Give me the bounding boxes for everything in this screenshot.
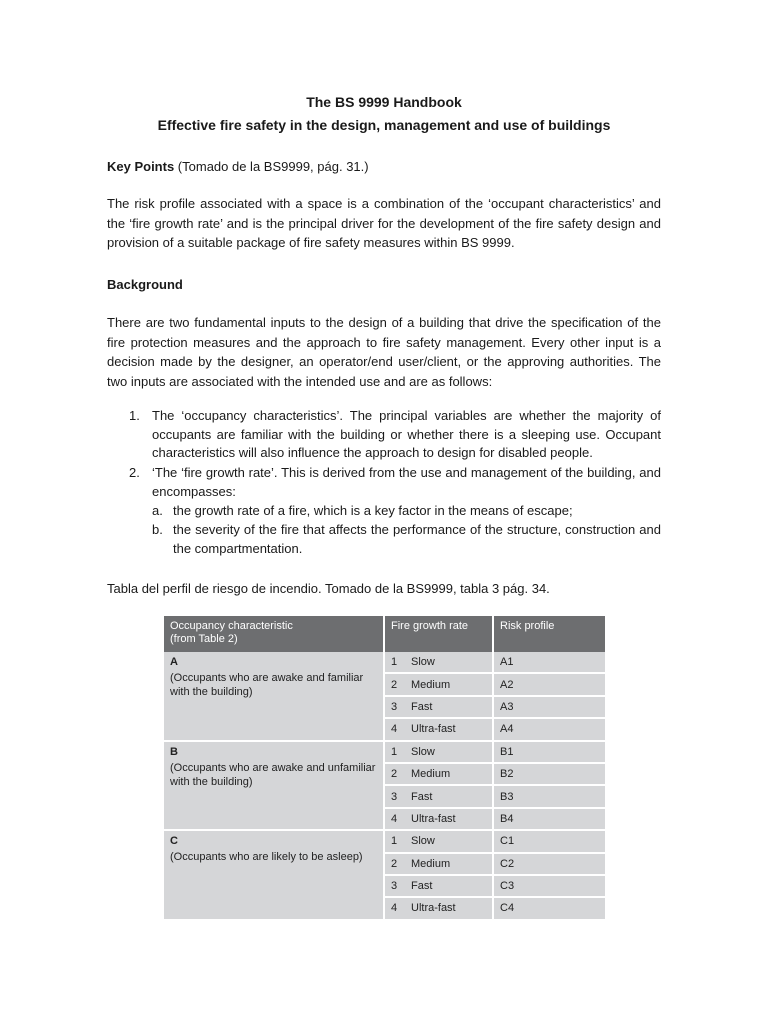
risk-profile-cell: A4 — [493, 718, 605, 740]
sublist-item — [152, 521, 661, 558]
risk-profile-cell: B1 — [493, 741, 605, 763]
growth-label: Slow — [411, 745, 435, 758]
document-title: The BS 9999 Handbook — [306, 94, 462, 110]
table-row — [164, 652, 605, 673]
growth-number: 2 — [391, 857, 398, 870]
sublist-text: the growth rate of a fire, which is a key factor in the means of escape; — [173, 503, 573, 518]
fire-growth-cell — [384, 696, 493, 718]
occupancy-letter: C — [170, 835, 178, 848]
header-fire-growth: Fire growth rate — [384, 616, 493, 652]
key-points-source: (Tomado de la BS9999, pág. 31.) — [174, 159, 369, 174]
growth-number: 1 — [391, 835, 398, 848]
header-occupancy-line1: Occupancy characteristic — [170, 620, 293, 632]
growth-number: 3 — [391, 700, 398, 713]
growth-label: Medium — [411, 678, 451, 691]
sublist-item — [152, 502, 661, 521]
growth-label: Ultra-fast — [411, 902, 456, 915]
growth-number: 1 — [391, 656, 398, 669]
fire-growth-cell — [384, 741, 493, 763]
risk-profile-cell: A3 — [493, 696, 605, 718]
fire-growth-cell — [384, 808, 493, 830]
risk-profile-cell: B3 — [493, 785, 605, 807]
sublist-letter: b. — [152, 522, 163, 537]
growth-label: Ultra-fast — [411, 723, 456, 736]
fundamental-inputs-paragraph: There are two fundamental inputs to the design of a building that drive the specification of the fire protection measures and the approach to fire safety management. Every other input is a decision made by the designer, an operator/end user/client, or the approving authorities. The two inputs are associated with the intended use and are as follows: — [107, 315, 661, 389]
document-subtitle: Effective fire safety in the design, management and use of buildings — [157, 117, 611, 133]
list-number: 2. — [129, 465, 140, 480]
list-number: 1. — [129, 408, 140, 423]
fire-growth-cell — [384, 830, 493, 852]
risk-profile-cell: C4 — [493, 897, 605, 919]
fire-growth-cell — [384, 897, 493, 919]
header-risk-profile: Risk profile — [493, 616, 605, 652]
fire-growth-cell — [384, 763, 493, 785]
occupancy-description: (Occupants who are awake and unfamiliar with the building) — [170, 761, 376, 788]
table-body — [164, 652, 605, 920]
growth-number: 4 — [391, 902, 398, 915]
fire-growth-cell — [384, 853, 493, 875]
table-header-row — [164, 616, 605, 652]
sublist-text: the severity of the fire that affects the performance of the structure, construction and the compartmentation. — [173, 522, 661, 556]
table-row — [164, 830, 605, 852]
risk-profile-cell: C2 — [493, 853, 605, 875]
risk-profile-cell: C3 — [493, 875, 605, 897]
occupancy-letter: A — [170, 656, 178, 668]
fire-growth-cell — [384, 673, 493, 695]
risk-profile-cell: A1 — [493, 652, 605, 673]
background-heading: Background — [107, 277, 183, 292]
list-item — [129, 407, 661, 463]
fire-growth-cell — [384, 785, 493, 807]
sublist-letter: a. — [152, 503, 163, 518]
growth-label: Slow — [411, 656, 435, 669]
header-occupancy — [164, 616, 384, 652]
growth-label: Fast — [411, 700, 433, 713]
occupancy-letter: B — [170, 745, 178, 758]
growth-label: Medium — [411, 768, 451, 781]
table-caption: Tabla del perfil de riesgo de incendio. Tomado de la BS9999, tabla 3 pág. 34. — [107, 581, 550, 596]
list-text: The ‘occupancy characteristics’. The principal variables are whether the majority of occupants are familiar with the building or whether there is a sleeping use. Occupant characteristics will also influence the approach to design for disabled people. — [152, 408, 661, 460]
growth-number: 4 — [391, 723, 398, 736]
growth-number: 2 — [391, 678, 398, 691]
header-occupancy-line2: (from Table 2) — [170, 633, 238, 645]
occupancy-description: (Occupants who are awake and familiar with the building) — [170, 672, 364, 698]
growth-number: 2 — [391, 768, 398, 781]
list-text: ‘The ‘fire growth rate’. This is derived from the use and management of the building, and encompasses: — [152, 465, 661, 499]
growth-label: Medium — [411, 857, 451, 870]
risk-profile-cell: C1 — [493, 830, 605, 852]
occupancy-cell — [164, 741, 384, 831]
occupancy-cell — [164, 830, 384, 920]
fire-growth-cell — [384, 875, 493, 897]
growth-label: Slow — [411, 835, 435, 848]
risk-profile-cell: B4 — [493, 808, 605, 830]
risk-profile-paragraph: The risk profile associated with a space is a combination of the ‘occupant characteristics’ and the ‘fire growth rate’ and is the principal driver for the development of the fire safety design and provision of a suitable package of fire safety measures within BS 9999. — [107, 196, 661, 250]
fire-growth-cell — [384, 652, 493, 673]
growth-number: 3 — [391, 880, 398, 893]
occupancy-cell — [164, 652, 384, 741]
list-item — [129, 464, 661, 501]
growth-number: 4 — [391, 812, 398, 825]
risk-profile-cell: A2 — [493, 673, 605, 695]
growth-label: Fast — [411, 790, 433, 803]
table-row — [164, 741, 605, 763]
growth-label: Fast — [411, 880, 433, 893]
risk-profile-cell: B2 — [493, 763, 605, 785]
key-points-line — [107, 157, 661, 177]
growth-number: 1 — [391, 745, 398, 758]
risk-profile-table — [164, 616, 605, 921]
growth-number: 3 — [391, 790, 398, 803]
occupancy-description: (Occupants who are likely to be asleep) — [170, 851, 363, 864]
fire-growth-cell — [384, 718, 493, 740]
growth-label: Ultra-fast — [411, 812, 456, 825]
key-points-label: Key Points — [107, 159, 175, 174]
